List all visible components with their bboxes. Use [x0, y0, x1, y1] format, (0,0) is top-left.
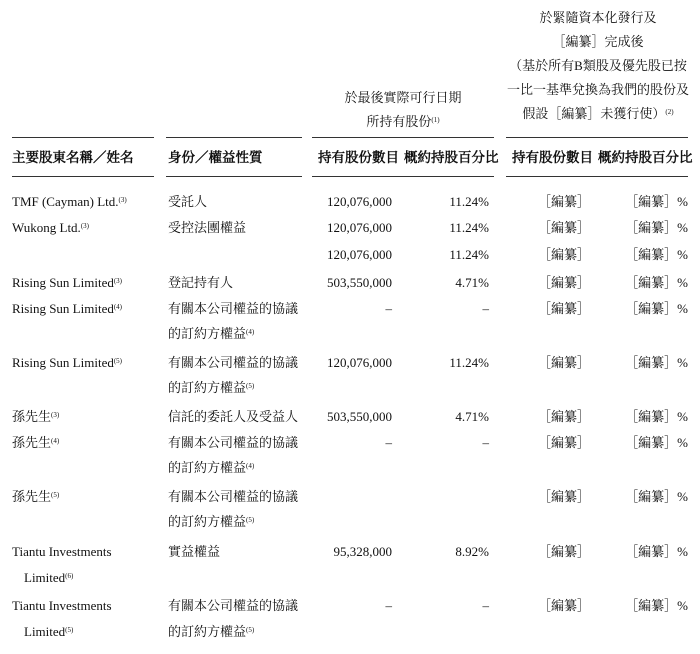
row-7-shares-latest: –: [385, 435, 392, 450]
rule-post: [506, 137, 688, 138]
row-5-pct-post: ［編纂］%: [625, 355, 688, 370]
col-head-pct-latest: 概約持股百分比: [404, 150, 499, 165]
row-5-pct-latest: 11.24%: [449, 355, 489, 370]
header-latest-line-2: [310, 110, 496, 134]
row-10-pct-latest: –: [482, 598, 489, 613]
rule-capacity: [166, 137, 302, 138]
row-7-capacity-line2-text: 的訂約方權益: [168, 460, 247, 475]
row-1-capacity: 受控法團權益: [168, 220, 247, 235]
row-10-shares-latest: –: [385, 598, 392, 613]
row-6-shares-latest: 503,550,000: [327, 409, 392, 424]
row-3-pct-latest: 4.71%: [455, 275, 489, 290]
header-post-line-3: （基於所有B類股及優先股已按: [509, 58, 687, 73]
row-4-name-note: (4): [113, 303, 123, 311]
row-4-capacity-line2-text: 的訂約方權益: [168, 326, 247, 341]
row-10-pct-post: ［編纂］%: [625, 598, 688, 613]
row-10-capacity-note: (5): [246, 626, 255, 634]
header-group-latest-date: [310, 86, 496, 134]
row-10-capacity-line2-text: 的訂約方權益: [168, 624, 247, 639]
row-0-pct-latest: 11.24%: [449, 194, 489, 209]
row-6-pct-latest: 4.71%: [455, 409, 489, 424]
col-head-name: 主要股東名稱／姓名: [12, 150, 134, 165]
row-0-name-note: (3): [118, 196, 127, 204]
row-6-name: [12, 405, 59, 429]
row-10-name: Tiantu Investments: [12, 598, 112, 613]
underline-name: [12, 176, 154, 177]
row-3-name-text: Rising Sun Limited: [12, 275, 114, 290]
row-7-name-note: (4): [51, 437, 60, 445]
row-9-name-line2-text: Limited: [24, 570, 66, 585]
row-9-capacity: 實益權益: [168, 544, 221, 559]
row-7-name: [12, 431, 59, 455]
row-4-name-text: Rising Sun Limited: [12, 301, 114, 316]
col-head-shares-post: 持有股份數目: [512, 150, 593, 165]
row-1-name-text: Wukong Ltd.: [12, 220, 81, 235]
row-5-name: [12, 351, 122, 375]
header-post-line-2: ［編纂］完成後: [552, 34, 644, 49]
row-8-name: [12, 485, 59, 509]
row-9-name-line2: [24, 566, 73, 590]
row-2-pct-post: ［編纂］%: [625, 247, 688, 262]
row-3-shares-post: ［編纂］: [537, 275, 590, 290]
header-group-post-offering: [496, 6, 700, 126]
header-post-line-5: [496, 102, 700, 126]
row-1-shares-post: ［編纂］: [537, 220, 590, 235]
row-7-shares-post: ［編纂］: [537, 435, 590, 450]
row-7-capacity: 有關本公司權益的協議: [168, 435, 299, 450]
row-8-shares-post: ［編纂］: [537, 489, 590, 504]
rule-name: [12, 137, 154, 138]
row-2-shares-post: ［編纂］: [537, 247, 590, 262]
row-4-shares-latest: –: [385, 301, 392, 316]
row-3-shares-latest: 503,550,000: [327, 275, 392, 290]
row-4-shares-post: ［編纂］: [537, 301, 590, 316]
row-8-capacity: 有關本公司權益的協議: [168, 489, 299, 504]
header-post-line-1: 於緊隨資本化發行及: [539, 10, 657, 25]
row-0-shares-post: ［編纂］: [537, 194, 590, 209]
row-0-pct-post: ［編纂］%: [625, 194, 688, 209]
row-8-pct-post: ［編纂］%: [625, 489, 688, 504]
row-7-capacity-line2: [168, 456, 254, 480]
row-7-pct-latest: –: [482, 435, 489, 450]
rule-latest: [312, 137, 494, 138]
row-9-shares-post: ［編纂］: [537, 544, 590, 559]
row-10-name-note: (5): [65, 626, 74, 634]
row-10-capacity-line2: [168, 620, 254, 644]
row-5-capacity-line2: [168, 376, 254, 400]
col-head-shares-latest: 持有股份數目: [318, 150, 399, 165]
row-5-shares-post: ［編纂］: [537, 355, 590, 370]
row-1-pct-post: ［編纂］%: [625, 220, 688, 235]
header-post-line-4: 一比一基準兌換為我們的股份及: [506, 82, 689, 97]
row-4-capacity-note: (4): [246, 328, 255, 336]
row-0-shares-latest: 120,076,000: [327, 194, 392, 209]
row-3-capacity: 登記持有人: [168, 275, 234, 290]
row-0-capacity: 受託人: [168, 194, 208, 209]
underline-post: [506, 176, 688, 177]
row-3-name-note: (3): [113, 277, 123, 285]
row-8-capacity-line2-text: 的訂約方權益: [168, 514, 247, 529]
row-9-name: Tiantu Investments: [12, 544, 112, 559]
row-8-name-note: (5): [51, 491, 60, 499]
row-1-pct-latest: 11.24%: [449, 220, 489, 235]
row-9-shares-latest: 95,328,000: [333, 544, 392, 559]
row-9-name-note: (6): [65, 572, 74, 580]
row-1-name-note: (3): [80, 222, 89, 230]
row-4-capacity: 有關本公司權益的協議: [168, 301, 299, 316]
row-1-shares-latest: 120,076,000: [327, 220, 392, 235]
row-10-name-line2-text: Limited: [24, 624, 66, 639]
row-0-name-text: TMF (Cayman) Ltd.: [12, 194, 119, 209]
row-5-capacity-note: (5): [246, 382, 255, 390]
row-4-capacity-line2: [168, 322, 254, 346]
row-9-pct-post: ［編纂］%: [625, 544, 688, 559]
row-5-capacity: 有關本公司權益的協議: [168, 355, 299, 370]
row-0-name: [12, 190, 127, 214]
row-5-shares-latest: 120,076,000: [327, 355, 392, 370]
row-6-capacity: 信託的委託人及受益人: [168, 409, 299, 424]
underline-capacity: [166, 176, 302, 177]
header-latest-line-2-text: 所持有股份: [366, 114, 432, 129]
row-10-name-line2: [24, 620, 73, 644]
row-8-capacity-line2: [168, 510, 254, 534]
row-5-name-note: (5): [113, 357, 123, 365]
header-latest-line-1: 於最後實際可行日期: [344, 90, 462, 105]
row-4-pct-post: ［編纂］%: [625, 301, 688, 316]
row-4-name: [12, 297, 122, 321]
row-6-shares-post: ［編纂］: [537, 409, 590, 424]
row-7-capacity-note: (4): [246, 462, 255, 470]
row-6-name-text: 孫先生: [12, 409, 52, 424]
header-latest-note: (1): [431, 116, 440, 124]
row-2-pct-latest: 11.24%: [449, 247, 489, 262]
header-post-line-5-text: 假設［編纂］未獲行使）: [522, 106, 666, 121]
row-10-shares-post: ［編纂］: [537, 598, 590, 613]
row-5-capacity-line2-text: 的訂約方權益: [168, 380, 247, 395]
row-7-name-text: 孫先生: [12, 435, 52, 450]
row-10-capacity: 有關本公司權益的協議: [168, 598, 299, 613]
row-8-capacity-note: (5): [246, 516, 255, 524]
col-head-capacity: 身份／權益性質: [168, 150, 263, 165]
row-3-name: [12, 271, 122, 295]
row-6-name-note: (3): [51, 411, 60, 419]
row-2-shares-latest: 120,076,000: [327, 247, 392, 262]
underline-latest: [312, 176, 494, 177]
row-5-name-text: Rising Sun Limited: [12, 355, 114, 370]
header-post-note: (2): [665, 108, 674, 116]
row-3-pct-post: ［編纂］%: [625, 275, 688, 290]
row-7-pct-post: ［編纂］%: [625, 435, 688, 450]
row-6-pct-post: ［編纂］%: [625, 409, 688, 424]
row-9-pct-latest: 8.92%: [455, 544, 489, 559]
row-8-name-text: 孫先生: [12, 489, 52, 504]
row-4-pct-latest: –: [482, 301, 489, 316]
col-head-pct-post: 概約持股百分比: [598, 150, 693, 165]
row-1-name: [12, 216, 89, 240]
